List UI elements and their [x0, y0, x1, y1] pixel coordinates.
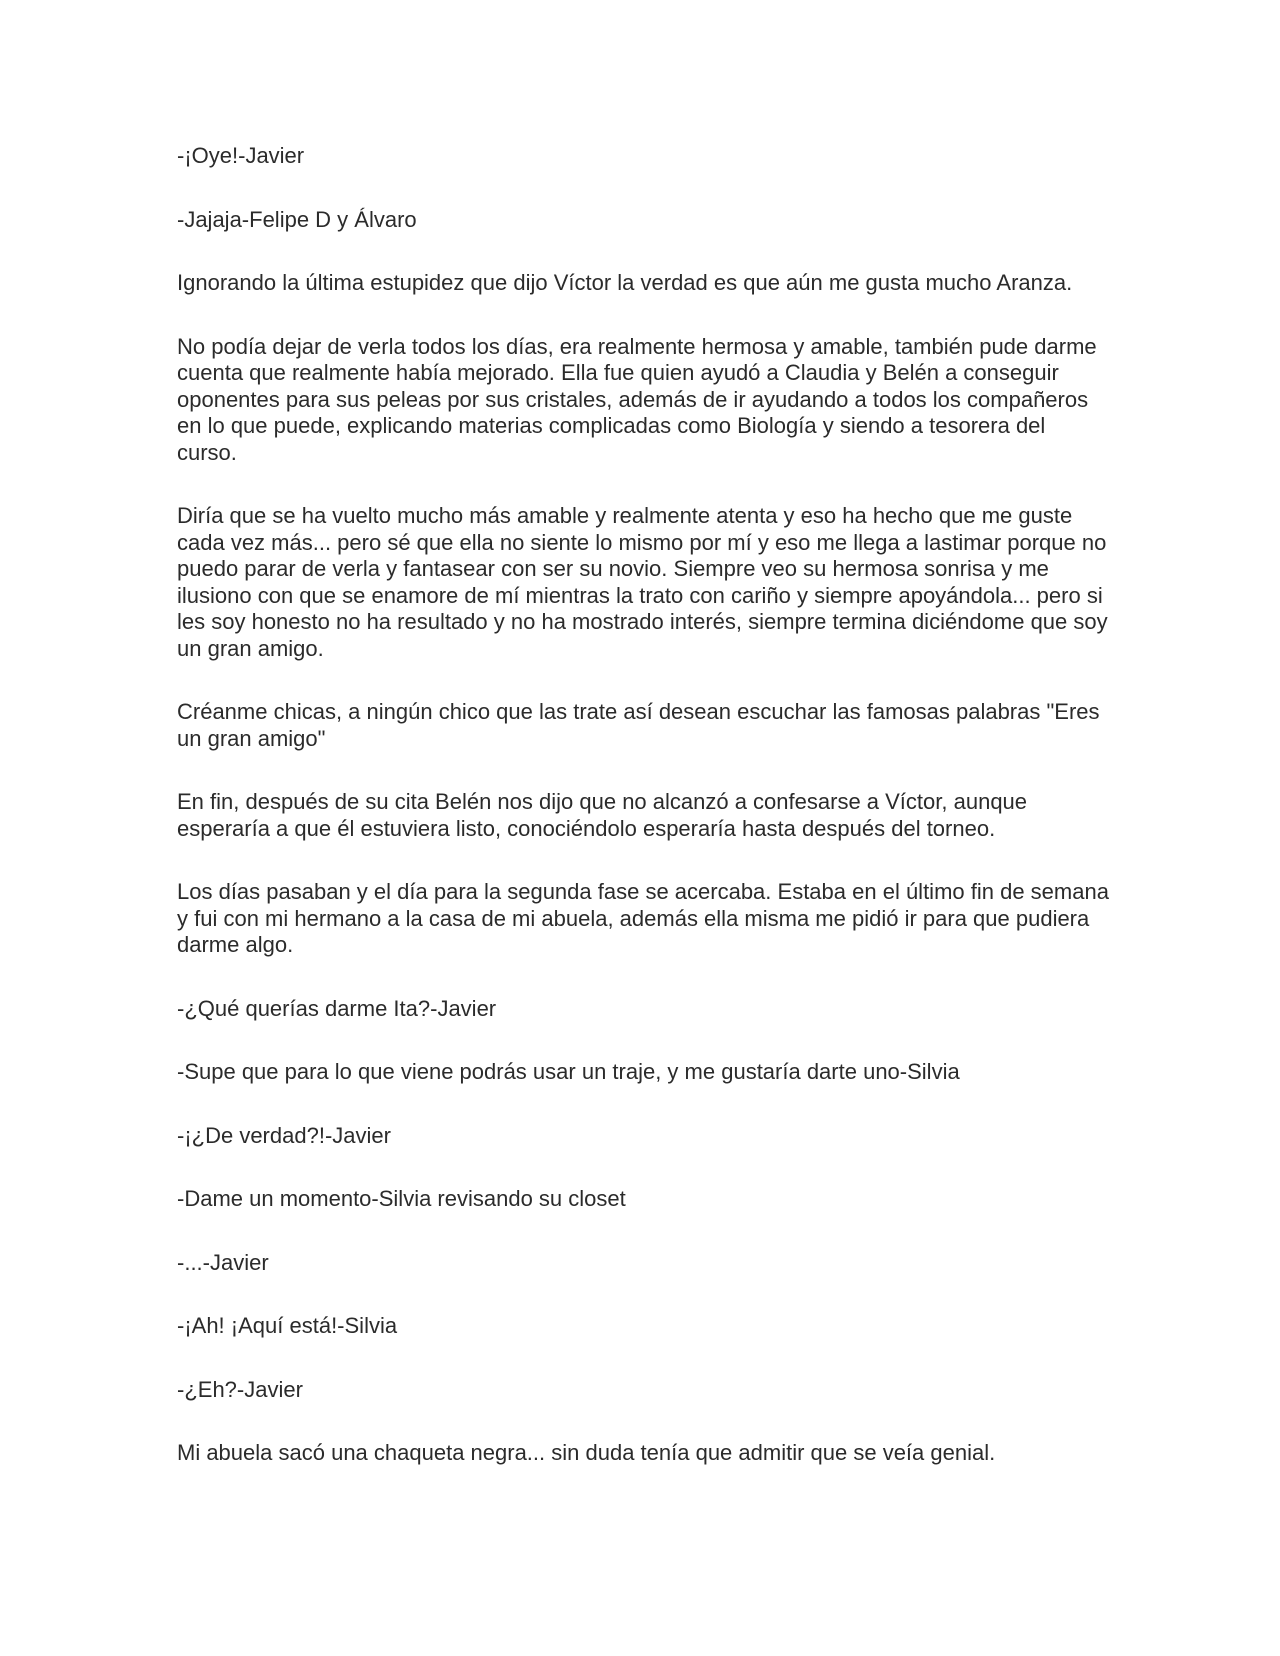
paragraph-dialogue-javier-ellipsis: -...-Javier	[177, 1249, 269, 1275]
paragraph-dialogue-felipe-alvaro: -Jajaja-Felipe D y Álvaro	[177, 206, 417, 232]
paragraph-en-fin: En fin, después de su cita Belén nos dijo que no alcanzó a confesarse a Víctor, aunque esperaría a que él estuviera listo, conociéndolo esperaría hasta después del torneo.	[177, 789, 1028, 841]
paragraph-creanme: Créanme chicas, a ningún chico que las trate así desean escuchar las famosas palabras "Eres un gran amigo"	[177, 699, 1100, 751]
paragraph-dialogue-silvia-traje: -Supe que para lo que viene podrás usar un traje, y me gustaría darte uno-Silvia	[177, 1059, 960, 1084]
paragraph-dialogue-javier-oye: -¡Oye!-Javier	[177, 143, 305, 168]
paragraph-ignorando: Ignorando la última estupidez que dijo Víctor la verdad es que aún me gusta mucho Aranza.	[177, 270, 1073, 295]
paragraph-dialogue-javier-ita: -¿Qué querías darme Ita?-Javier	[177, 995, 497, 1021]
paragraph-dialogue-javier-eh: -¿Eh?-Javier	[177, 1376, 303, 1402]
paragraph-los-dias: Los días pasaban y el día para la segunda fase se acercaba. Estaba en el último fin de semana y fui con mi hermano a la casa de mi abuela, además ella misma me pidió ir para que pudiera darme algo.	[177, 879, 1109, 957]
paragraph-dialogue-silvia-aqui: -¡Ah! ¡Aquí está!-Silvia	[177, 1313, 398, 1338]
paragraph-dialogue-javier-de-verdad: -¡¿De verdad?!-Javier	[177, 1122, 391, 1148]
paragraph-dialogue-silvia-momento: -Dame un momento-Silvia revisando su closet	[177, 1186, 626, 1211]
paragraph-no-podia: No podía dejar de verla todos los días, era realmente hermosa y amable, también pude darme cuenta que realmente había mejorado. Ella fue quien ayudó a Claudia y Belén a conseguir oponentes para sus peleas por sus cristales, además de ir ayudando a todos los compañeros en lo que puede, explicando materias complicadas como Biología y siendo a tesorera del curso.	[177, 333, 1097, 465]
paragraph-mi-abuela: Mi abuela sacó una chaqueta negra... sin duda tenía que admitir que se veía genial.	[177, 1440, 996, 1465]
paragraph-diria: Diría que se ha vuelto mucho más amable y realmente atenta y eso ha hecho que me guste cada vez más... pero sé que ella no siente lo mismo por mí y eso me llega a lastimar porque no puedo parar de verla y fantasear con ser su novio. Siempre veo su hermosa sonrisa y me ilusiono con que se enamore de mí mientras la trato con cariño y siempre apoyándola... pero si les soy honesto no ha resultado y no ha mostrado interés, siempre termina diciéndome que soy un gran amigo.	[177, 503, 1108, 661]
